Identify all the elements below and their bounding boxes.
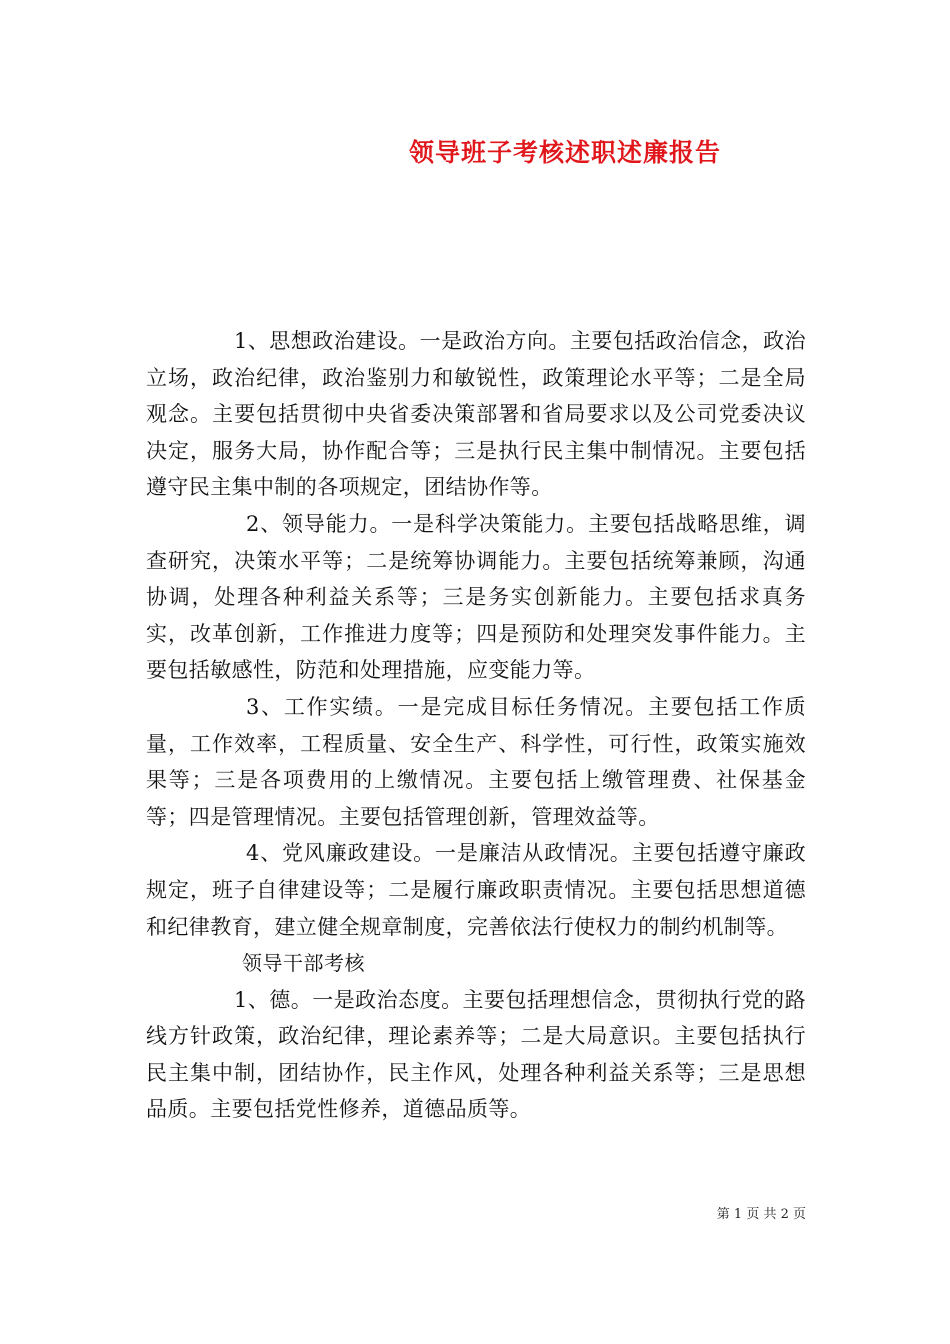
paragraph-morality: 1、德。一是政治态度。主要包括理想信念，贯彻执行党的路线方针政策，政治纪律，理论素养等；二是大局意识。主要包括执行民主集中制，团结协作，民主作风，处理各种利益关系等；三是思想品质。主要包括党性修养，道德品质等。: [146, 987, 806, 1122]
section-subheading: 领导干部考核: [242, 951, 365, 976]
paragraph-work-performance: 3、工作实绩。一是完成目标任务情况。主要包括工作质量，工作效率，工程质量、安全生产、科学性，可行性，政策实施效果等；三是各项费用的上缴情况。主要包括上缴管理费、社保基金等；四是管理情况。主要包括管理创新，管理效益等。: [146, 694, 806, 829]
page-number: 第 1 页 共 2 页: [716, 1207, 806, 1222]
document-body: [146, 323, 806, 1128]
paragraph-ideological-political: 1、思想政治建设。一是政治方向。主要包括政治信念，政治立场，政治纪律，政治鉴别力和敏锐性，政策理论水平等；二是全局观念。主要包括贯彻中央省委决策部署和省局要求以及公司党委决议决定，服务大局，协作配合等；三是执行民主集中制情况。主要包括遵守民主集中制的各项规定，团结协作等。: [146, 329, 806, 500]
document-title: 领导班子考核述职述廉报告: [408, 138, 721, 167]
paragraph-party-integrity: 4、党风廉政建设。一是廉洁从政情况。主要包括遵守廉政规定，班子自律建设等；二是履行廉政职责情况。主要包括思想道德和纪律教育，建立健全规章制度，完善依法行使权力的制约机制等。: [146, 841, 806, 939]
paragraph-leadership-ability: 2、领导能力。一是科学决策能力。主要包括战略思维，调查研究，决策水平等；二是统筹协调能力。主要包括统筹兼顾，沟通协调，处理各种利益关系等；三是务实创新能力。主要包括求真务实，改革创新，工作推进力度等；四是预防和处理突发事件能力。主要包括敏感性，防范和处理措施，应变能力等。: [146, 511, 806, 683]
